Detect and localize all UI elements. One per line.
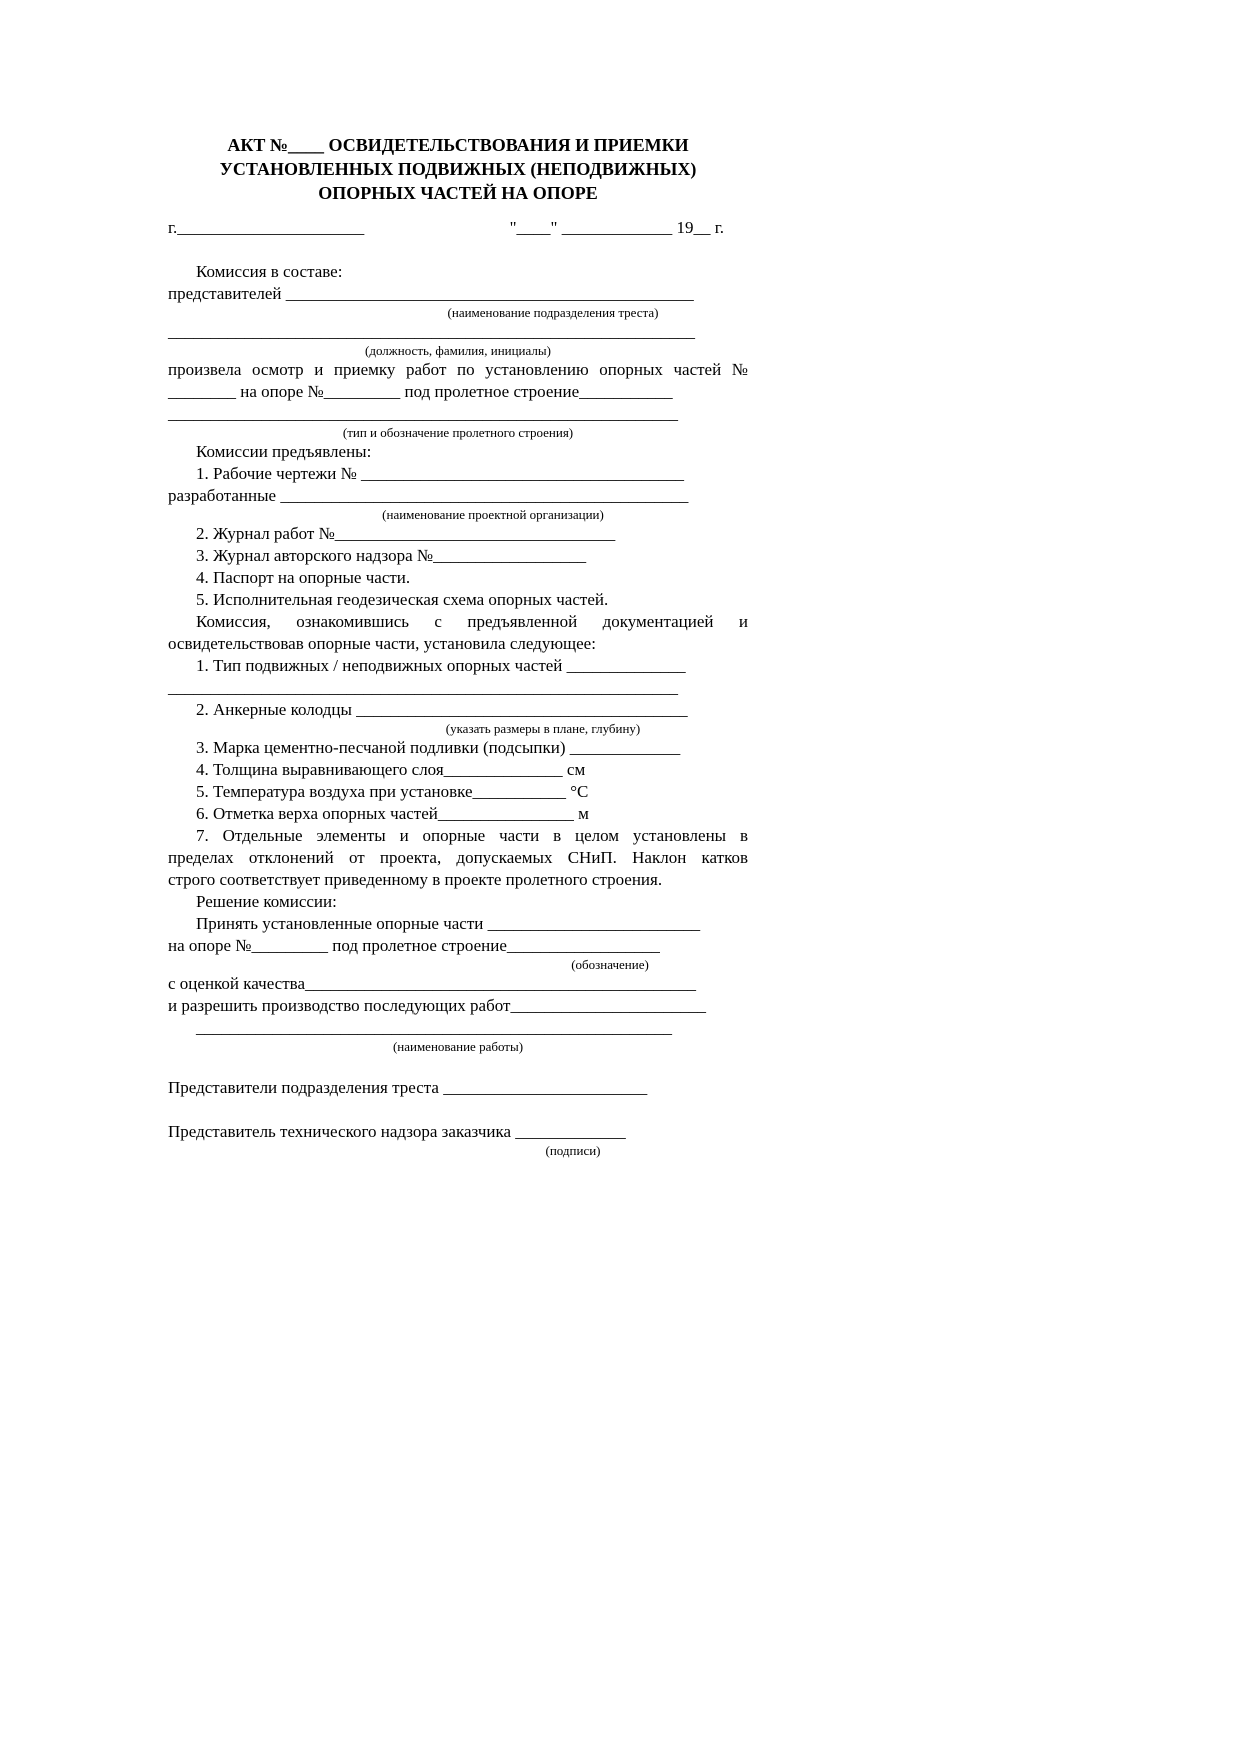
item-drawings: 1. Рабочие чертежи № ______________________________________ bbox=[196, 464, 685, 483]
blank-line-2: ____________________________________________________________ bbox=[168, 404, 678, 423]
finding-mortar: 3. Марка цементно-песчаной подливки (подсыпки) _____________ bbox=[196, 738, 681, 757]
caption-position: (должность, фамилия, инициалы) bbox=[365, 343, 551, 358]
document-content bbox=[168, 0, 748, 1159]
accept-line-1: Принять установленные опорные части _________________________ bbox=[196, 914, 701, 933]
representatives-line: представителей ________________________________________________ bbox=[168, 284, 694, 303]
finding-type-cont: ____________________________________________________________ bbox=[168, 678, 678, 697]
developed-by-line: разработанные ________________________________________________ bbox=[168, 486, 689, 505]
finding-snip-2: пределах отклонений от проекта, допускаемых СНиП. Наклон катков bbox=[168, 848, 748, 867]
finding-snip-1: 7. Отдельные элементы и опорные части в целом установлены в bbox=[196, 826, 748, 845]
finding-anchor: 2. Анкерные колодцы _______________________________________ bbox=[196, 700, 688, 719]
inspection-line-1: произвела осмотр и приемку работ по установлению опорных частей № bbox=[168, 360, 748, 379]
finding-mark: 6. Отметка верха опорных частей________________ м bbox=[196, 804, 589, 823]
caption-trust-unit: (наименование подразделения треста) bbox=[447, 305, 659, 320]
finding-layer: 4. Толщина выравнивающего слоя______________ см bbox=[196, 760, 586, 779]
caption-signatures: (подписи) bbox=[545, 1143, 601, 1158]
caption-work-name: (наименование работы) bbox=[392, 1039, 524, 1054]
customer-rep-line: Представитель технического надзора заказчика _____________ bbox=[168, 1122, 626, 1141]
caption-anchor-size: (указать размеры в плане, глубину) bbox=[445, 721, 641, 736]
accept-line-2: на опоре №_________ под пролетное строение__________________ bbox=[168, 936, 660, 955]
item-geo-scheme: 5. Исполнительная геодезическая схема опорных частей. bbox=[196, 590, 609, 609]
allow-work-line: и разрешить производство последующих работ_______________________ bbox=[168, 996, 706, 1015]
title-line-3: ОПОРНЫХ ЧАСТЕЙ НА ОПОРЕ bbox=[318, 183, 598, 203]
title-line-2: УСТАНОВЛЕННЫХ ПОДВИЖНЫХ (НЕПОДВИЖНЫХ) bbox=[219, 159, 697, 179]
reviewed-line-1: Комиссия, ознакомившись с предъявленной документацией и bbox=[196, 612, 748, 631]
decision-head: Решение комиссии: bbox=[196, 892, 337, 911]
commission-head: Комиссия в составе: bbox=[196, 262, 343, 281]
trust-reps-line: Представители подразделения треста ________________________ bbox=[168, 1078, 648, 1097]
blank-line-1: ______________________________________________________________ bbox=[168, 322, 695, 341]
allow-work-cont: ________________________________________________________ bbox=[196, 1018, 672, 1037]
finding-snip-3: строго соответствует приведенному в проекте пролетного строения. bbox=[168, 870, 663, 889]
document-title bbox=[168, 133, 748, 205]
item-supervision-log: 3. Журнал авторского надзора №__________________ bbox=[196, 546, 587, 565]
title-line-1: АКТ №____ ОСВИДЕТЕЛЬСТВОВАНИЯ И ПРИЕМКИ bbox=[227, 135, 689, 155]
reviewed-line-2: освидетельствовав опорные части, установила следующее: bbox=[168, 634, 596, 653]
date-line bbox=[168, 217, 748, 239]
date-blank: "____" _____________ 19__ г. bbox=[509, 218, 724, 237]
caption-design-org: (наименование проектной организации) bbox=[382, 507, 604, 522]
caption-designation: (обозначение) bbox=[571, 957, 649, 972]
place-blank: г.______________________ bbox=[168, 218, 365, 237]
inspection-line-2: ________ на опоре №_________ под пролетное строение___________ bbox=[168, 382, 673, 401]
item-passport: 4. Паспорт на опорные части. bbox=[196, 568, 411, 587]
presented-head: Комиссии предъявлены: bbox=[196, 442, 372, 461]
item-work-log: 2. Журнал работ №_________________________________ bbox=[196, 524, 616, 543]
quality-line: с оценкой качества______________________________________________ bbox=[168, 974, 696, 993]
caption-span-type: (тип и обозначение пролетного строения) bbox=[342, 425, 574, 440]
finding-type: 1. Тип подвижных / неподвижных опорных частей ______________ bbox=[196, 656, 686, 675]
finding-temp: 5. Температура воздуха при установке___________ °С bbox=[196, 782, 589, 801]
